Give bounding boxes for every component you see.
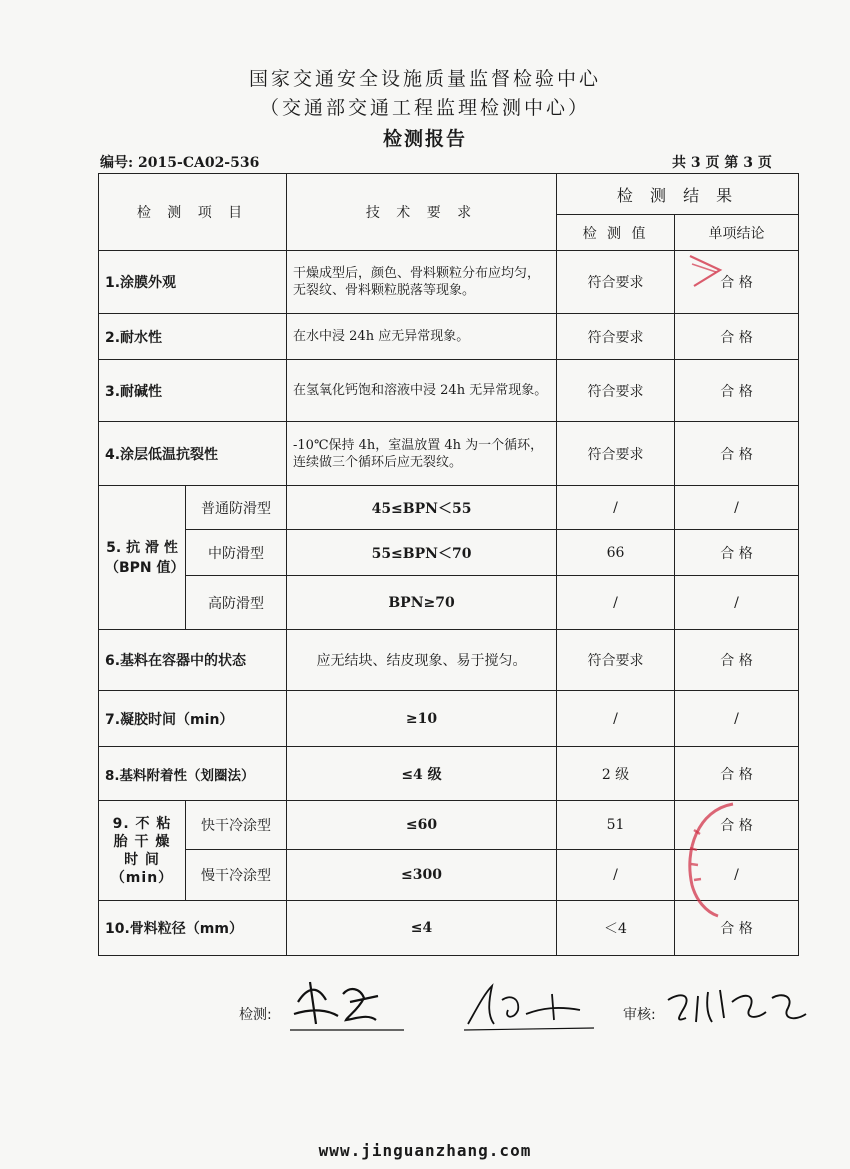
- table-row: [99, 801, 799, 850]
- item-cell: 7.凝胶时间（min）: [99, 691, 287, 747]
- item-cell: 3.耐碱性: [99, 360, 287, 422]
- requirement-cell: 45≤BPN＜55: [287, 486, 557, 530]
- item-cell: 1.涂膜外观: [99, 251, 287, 314]
- conclusion-cell: 合 格: [675, 530, 799, 576]
- reviewer-label: 审核:: [623, 1007, 656, 1023]
- item-cell: 2.耐水性: [99, 314, 287, 360]
- requirement-cell: -10℃保持 4h，室温放置 4h 为一个循环，连续做三个循环后应无裂纹。: [287, 422, 557, 486]
- value-cell: 51: [557, 801, 675, 850]
- value-cell: 符合要求: [557, 630, 675, 691]
- requirement-cell: 55≤BPN＜70: [287, 530, 557, 576]
- value-cell: /: [557, 576, 675, 630]
- value-cell: 66: [557, 530, 675, 576]
- conclusion-cell: 合 格: [675, 747, 799, 801]
- requirement-cell: 干燥成型后，颜色、骨料颗粒分布应均匀，无裂纹、骨料颗粒脱落等现象。: [287, 251, 557, 314]
- value-cell: ＜4: [557, 901, 675, 956]
- second-signature-icon: [462, 980, 602, 1034]
- table-row: [99, 530, 799, 576]
- table-row: [99, 422, 799, 486]
- conclusion-cell: /: [675, 691, 799, 747]
- table-row: [99, 486, 799, 530]
- inspection-table: [98, 173, 799, 956]
- table-row: [99, 251, 799, 314]
- table-row: [99, 630, 799, 691]
- header-requirement: 技 术 要 求: [287, 174, 557, 251]
- header-result: 检 测 结 果: [557, 174, 799, 215]
- conclusion-cell: /: [675, 576, 799, 630]
- conclusion-cell: 合 格: [675, 630, 799, 691]
- requirement-cell: ≤4: [287, 901, 557, 956]
- tester-signature-icon: [288, 974, 408, 1034]
- requirement-cell: ≤4 级: [287, 747, 557, 801]
- footer-url: www.jinguanzhang.com: [318, 1141, 532, 1160]
- conclusion-cell: 合 格: [675, 314, 799, 360]
- report-title: 检测报告: [382, 128, 467, 150]
- value-cell: 符合要求: [557, 251, 675, 314]
- org-name: 国家交通安全设施质量监督检验中心: [248, 68, 601, 90]
- conclusion-cell: 合 格: [675, 901, 799, 956]
- value-cell: 2 级: [557, 747, 675, 801]
- value-cell: /: [557, 691, 675, 747]
- requirement-cell: ≥10: [287, 691, 557, 747]
- value-cell: /: [557, 850, 675, 901]
- conclusion-cell: 合 格: [675, 360, 799, 422]
- table-row: [99, 901, 799, 956]
- page-count: 共 3 页 第 3 页: [672, 155, 772, 171]
- requirement-cell: 在水中浸 24h 应无异常现象。: [287, 314, 557, 360]
- subtype-cell: 普通防滑型: [186, 486, 287, 530]
- table-row: [99, 747, 799, 801]
- subtype-cell: 中防滑型: [186, 530, 287, 576]
- item-cell: 10.骨料粒径（mm）: [99, 901, 287, 956]
- skid-item-cell: 5. 抗 滑 性（BPN 值）: [99, 486, 186, 630]
- table-row: [99, 691, 799, 747]
- dry-item-cell: 9. 不 粘 胎 干 燥 时 间（min）: [99, 801, 186, 901]
- header-value: 检 测 值: [557, 215, 675, 251]
- subtype-cell: 高防滑型: [186, 576, 287, 630]
- conclusion-cell: 合 格: [675, 801, 799, 850]
- table-header-row: [99, 174, 799, 215]
- requirement-cell: ≤60: [287, 801, 557, 850]
- table-row: [99, 576, 799, 630]
- value-cell: /: [557, 486, 675, 530]
- conclusion-cell: 合 格: [675, 422, 799, 486]
- tester-label: 检测:: [239, 1007, 272, 1023]
- subtype-cell: 快干冷涂型: [186, 801, 287, 850]
- item-cell: 4.涂层低温抗裂性: [99, 422, 287, 486]
- conclusion-cell: /: [675, 486, 799, 530]
- value-cell: 符合要求: [557, 360, 675, 422]
- table-row: [99, 850, 799, 901]
- signature-row: [0, 990, 850, 1040]
- requirement-cell: 在氢氧化钙饱和溶液中浸 24h 无异常现象。: [287, 360, 557, 422]
- item-cell: 8.基料附着性（划圈法）: [99, 747, 287, 801]
- header-conclusion: 单项结论: [675, 215, 799, 251]
- reviewer-signature-icon: [662, 978, 812, 1034]
- report-number: 编号: 2015-CA02-536: [100, 155, 260, 171]
- item-cell: 6.基料在容器中的状态: [99, 630, 287, 691]
- value-cell: 符合要求: [557, 314, 675, 360]
- requirement-cell: 应无结块、结皮现象、易于搅匀。: [287, 630, 557, 691]
- table-row: [99, 314, 799, 360]
- org-subname: （交通部交通工程监理检测中心）: [259, 97, 590, 119]
- table-row: [99, 360, 799, 422]
- header-item: 检 测 项 目: [99, 174, 287, 251]
- conclusion-cell: /: [675, 850, 799, 901]
- conclusion-cell: 合 格: [675, 251, 799, 314]
- requirement-cell: BPN≥70: [287, 576, 557, 630]
- subtype-cell: 慢干冷涂型: [186, 850, 287, 901]
- value-cell: 符合要求: [557, 422, 675, 486]
- requirement-cell: ≤300: [287, 850, 557, 901]
